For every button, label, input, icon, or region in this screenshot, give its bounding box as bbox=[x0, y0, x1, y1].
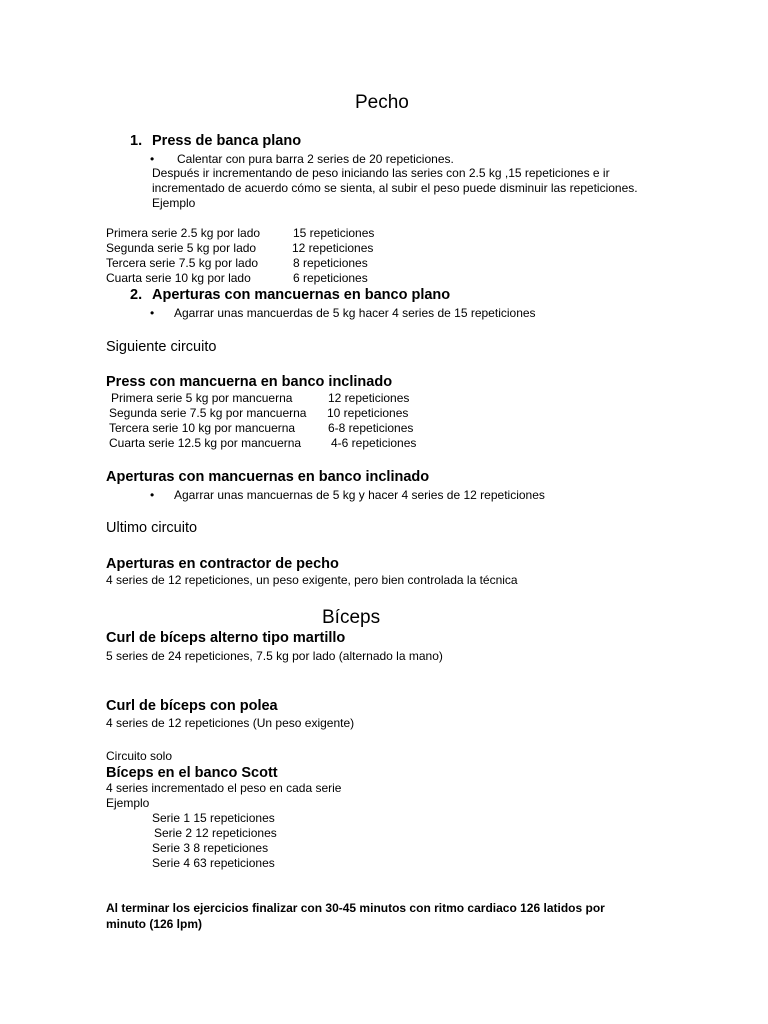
bullet: • bbox=[150, 488, 155, 502]
exercise-description: 5 series de 24 repeticiones, 7.5 kg por lado (alternado la mano) bbox=[106, 649, 443, 663]
bullet-text: Agarrar unas mancuerdas de 5 kg hacer 4 series de 15 repeticiones bbox=[174, 306, 536, 320]
series-reps: 6-8 repeticiones bbox=[328, 421, 414, 435]
series-label: Primera serie 2.5 kg por lado bbox=[106, 226, 261, 240]
final-note: Al terminar los ejercicios finalizar con 30-45 minutos con ritmo cardiaco 126 latidos por minuto (126 lpm) bbox=[106, 901, 605, 931]
exercise-title: Curl de bíceps alterno tipo martillo bbox=[106, 630, 346, 646]
series-label: Primera serie 5 kg por mancuerna bbox=[111, 391, 293, 405]
exercise-description: 4 series de 12 repeticiones (Un peso exigente) bbox=[106, 716, 355, 730]
series-reps: 6 repeticiones bbox=[293, 271, 368, 285]
circuit-label: Ultimo circuito bbox=[106, 520, 198, 536]
example-label: Ejemplo bbox=[152, 196, 196, 210]
exercise-title: Press con mancuerna en banco inclinado bbox=[106, 374, 393, 390]
exercise-description: 4 series incrementado el peso en cada serie bbox=[106, 781, 342, 795]
series-label: Tercera serie 10 kg por mancuerna bbox=[109, 421, 296, 435]
exercise-title: Curl de bíceps con polea bbox=[106, 698, 278, 714]
bullet: • bbox=[150, 152, 155, 166]
exercise-title: Bíceps en el banco Scott bbox=[106, 765, 278, 781]
series-label: Segunda serie 7.5 kg por mancuerna bbox=[109, 406, 307, 420]
example-label: Ejemplo bbox=[106, 796, 150, 810]
section-title-biceps: Bíceps bbox=[322, 607, 381, 628]
series-reps: 4-6 repeticiones bbox=[331, 436, 417, 450]
circuit-label: Siguiente circuito bbox=[106, 339, 217, 355]
bullet-text: Calentar con pura barra 2 series de 20 repeticiones. bbox=[177, 152, 454, 166]
exercise-title: Aperturas con mancuernas en banco inclinado bbox=[106, 469, 430, 485]
series-reps: 12 repeticiones bbox=[328, 391, 410, 405]
paragraph: Después ir incrementando de peso iniciando las series con 2.5 kg ,15 repeticiones e ir incrementado de acuerdo cómo se sienta, al subir el peso puede disminuir las repeticiones. bbox=[152, 166, 638, 195]
series-label: Cuarta serie 12.5 kg por mancuerna bbox=[109, 436, 302, 450]
series-label: Segunda serie 5 kg por lado bbox=[106, 241, 257, 255]
series-row: Serie 3 8 repeticiones bbox=[152, 841, 269, 855]
series-label: Tercera serie 7.5 kg por lado bbox=[106, 256, 259, 270]
circuit-label: Circuito solo bbox=[106, 749, 173, 763]
exercise-title: Aperturas con mancuernas en banco plano bbox=[152, 287, 451, 303]
exercise-title: Press de banca plano bbox=[152, 133, 302, 149]
series-reps: 12 repeticiones bbox=[292, 241, 374, 255]
list-number: 1. bbox=[130, 133, 143, 149]
list-number: 2. bbox=[130, 287, 143, 303]
series-row: Serie 4 63 repeticiones bbox=[152, 856, 275, 870]
exercise-description: 4 series de 12 repeticiones, un peso exigente, pero bien controlada la técnica bbox=[106, 573, 518, 587]
exercise-title: Aperturas en contractor de pecho bbox=[106, 556, 339, 572]
series-reps: 15 repeticiones bbox=[293, 226, 375, 240]
series-reps: 10 repeticiones bbox=[327, 406, 409, 420]
series-label: Cuarta serie 10 kg por lado bbox=[106, 271, 251, 285]
bullet-text: Agarrar unas mancuernas de 5 kg y hacer 4 series de 12 repeticiones bbox=[174, 488, 545, 502]
series-reps: 8 repeticiones bbox=[293, 256, 368, 270]
series-row: Serie 1 15 repeticiones bbox=[152, 811, 275, 825]
series-row: Serie 2 12 repeticiones bbox=[154, 826, 277, 840]
bullet: • bbox=[150, 306, 155, 320]
section-title-pecho: Pecho bbox=[355, 92, 409, 113]
